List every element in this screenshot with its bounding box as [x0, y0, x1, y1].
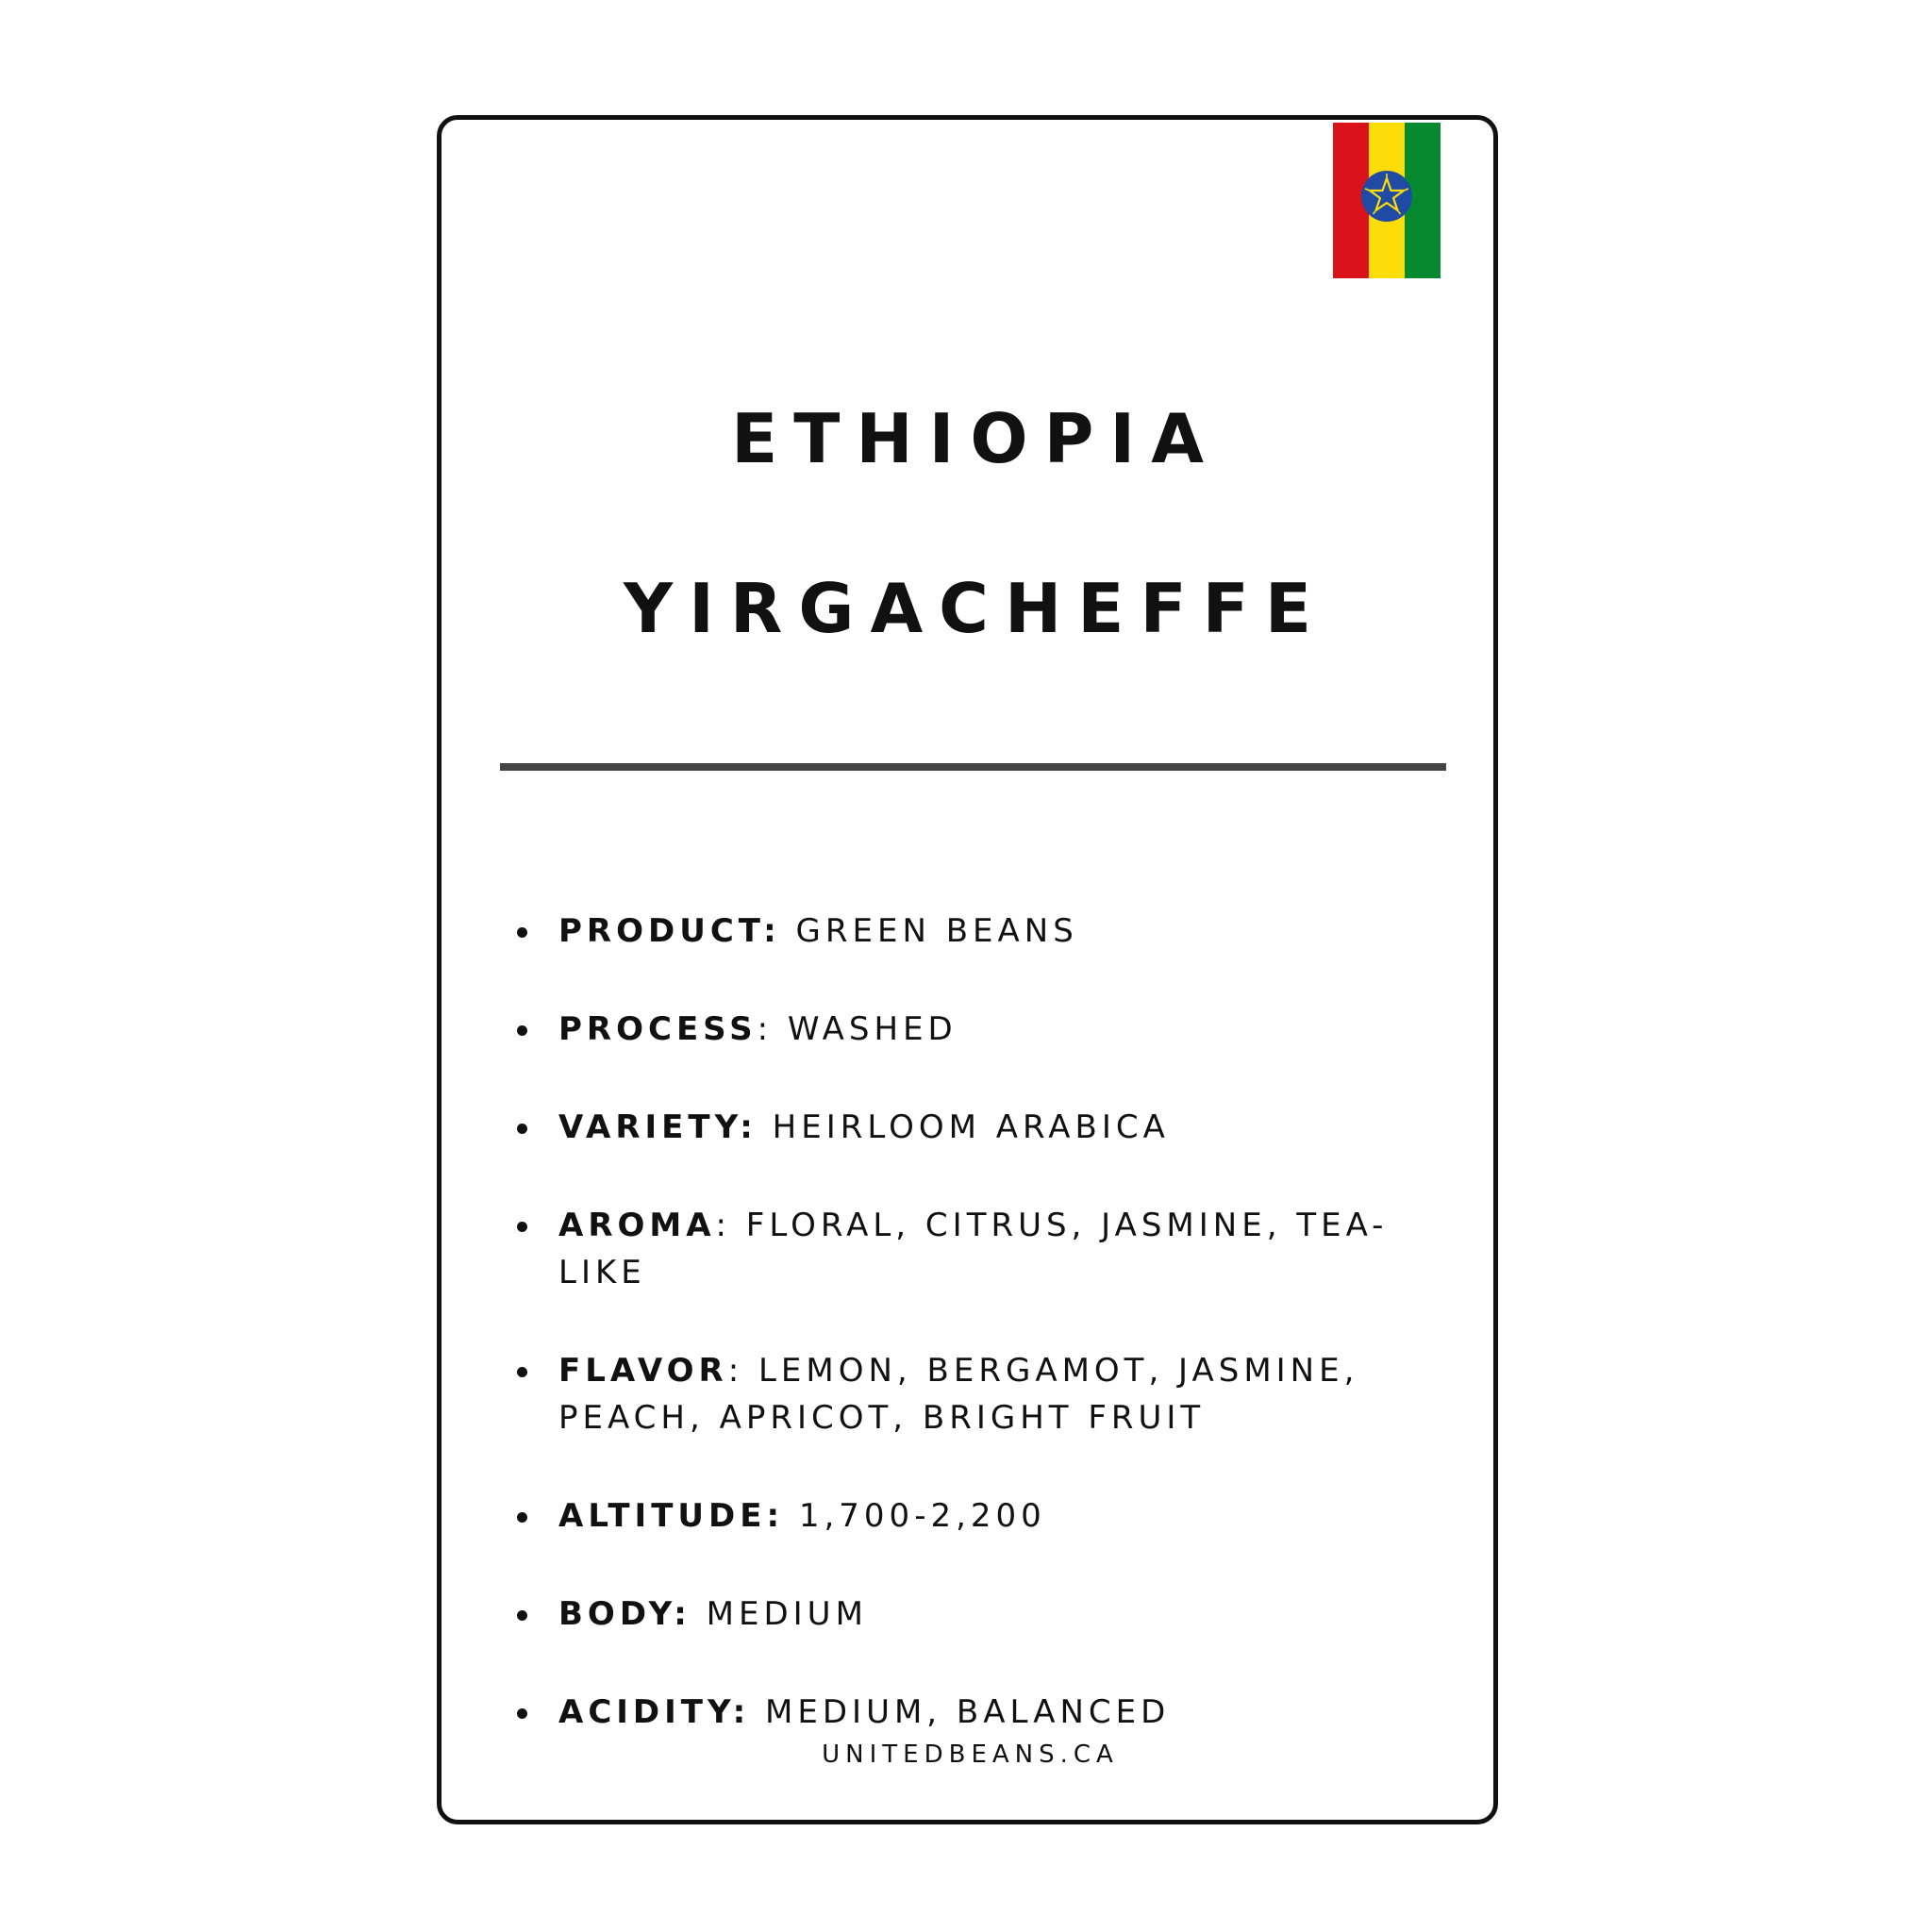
spec-value: : WASHED	[757, 1010, 958, 1048]
bullet-icon	[517, 1512, 527, 1523]
title-origin: ETHIOPIA	[731, 399, 1220, 478]
spec-item-process	[517, 1006, 1460, 1053]
spec-item-acidity	[517, 1689, 1460, 1736]
spec-value: HEIRLOOM ARABICA	[757, 1108, 1170, 1146]
spec-item-product	[517, 908, 1460, 955]
bullet-icon	[517, 1610, 527, 1621]
bullet-icon	[517, 1708, 527, 1719]
bullet-icon	[517, 1222, 527, 1232]
spec-item-flavor	[517, 1347, 1460, 1441]
spec-label: ACIDITY:	[558, 1693, 751, 1731]
spec-value: : LEMON, BERGAMOT, JASMINE, PEACH, APRICOT, BRIGHT FRUIT	[558, 1352, 1359, 1437]
bullet-icon	[517, 927, 527, 938]
spec-value: 1,700-2,200	[784, 1497, 1046, 1535]
spec-value: MEDIUM, BALANCED	[750, 1693, 1171, 1731]
bullet-icon	[517, 1367, 527, 1377]
spec-list	[517, 908, 1460, 1787]
spec-value: MEDIUM	[691, 1595, 868, 1633]
spec-item-altitude	[517, 1492, 1460, 1540]
bullet-icon	[517, 1124, 527, 1134]
spec-item-aroma	[517, 1202, 1460, 1296]
spec-value: : FLORAL, CITRUS, JASMINE, TEA-LIKE	[558, 1207, 1389, 1291]
spec-value: GREEN BEANS	[780, 912, 1078, 950]
spec-label: VARIETY:	[558, 1108, 758, 1146]
spec-label: PRODUCT:	[558, 912, 781, 950]
spec-label: ALTITUDE:	[558, 1497, 785, 1535]
spec-label: BODY:	[558, 1595, 691, 1633]
ethiopia-flag-icon	[1333, 123, 1441, 278]
spec-item-variety	[517, 1104, 1460, 1151]
coffee-info-card	[437, 115, 1498, 1824]
spec-label: AROMA	[558, 1207, 716, 1244]
spec-label: PROCESS	[558, 1010, 758, 1048]
title-region: YIRGACHEFFE	[623, 569, 1328, 648]
spec-label: FLAVOR	[558, 1352, 728, 1390]
title-divider	[500, 763, 1446, 771]
website-footer: UNITEDBEANS.CA	[822, 1740, 1119, 1769]
bullet-icon	[517, 1025, 527, 1036]
spec-item-body	[517, 1591, 1460, 1638]
